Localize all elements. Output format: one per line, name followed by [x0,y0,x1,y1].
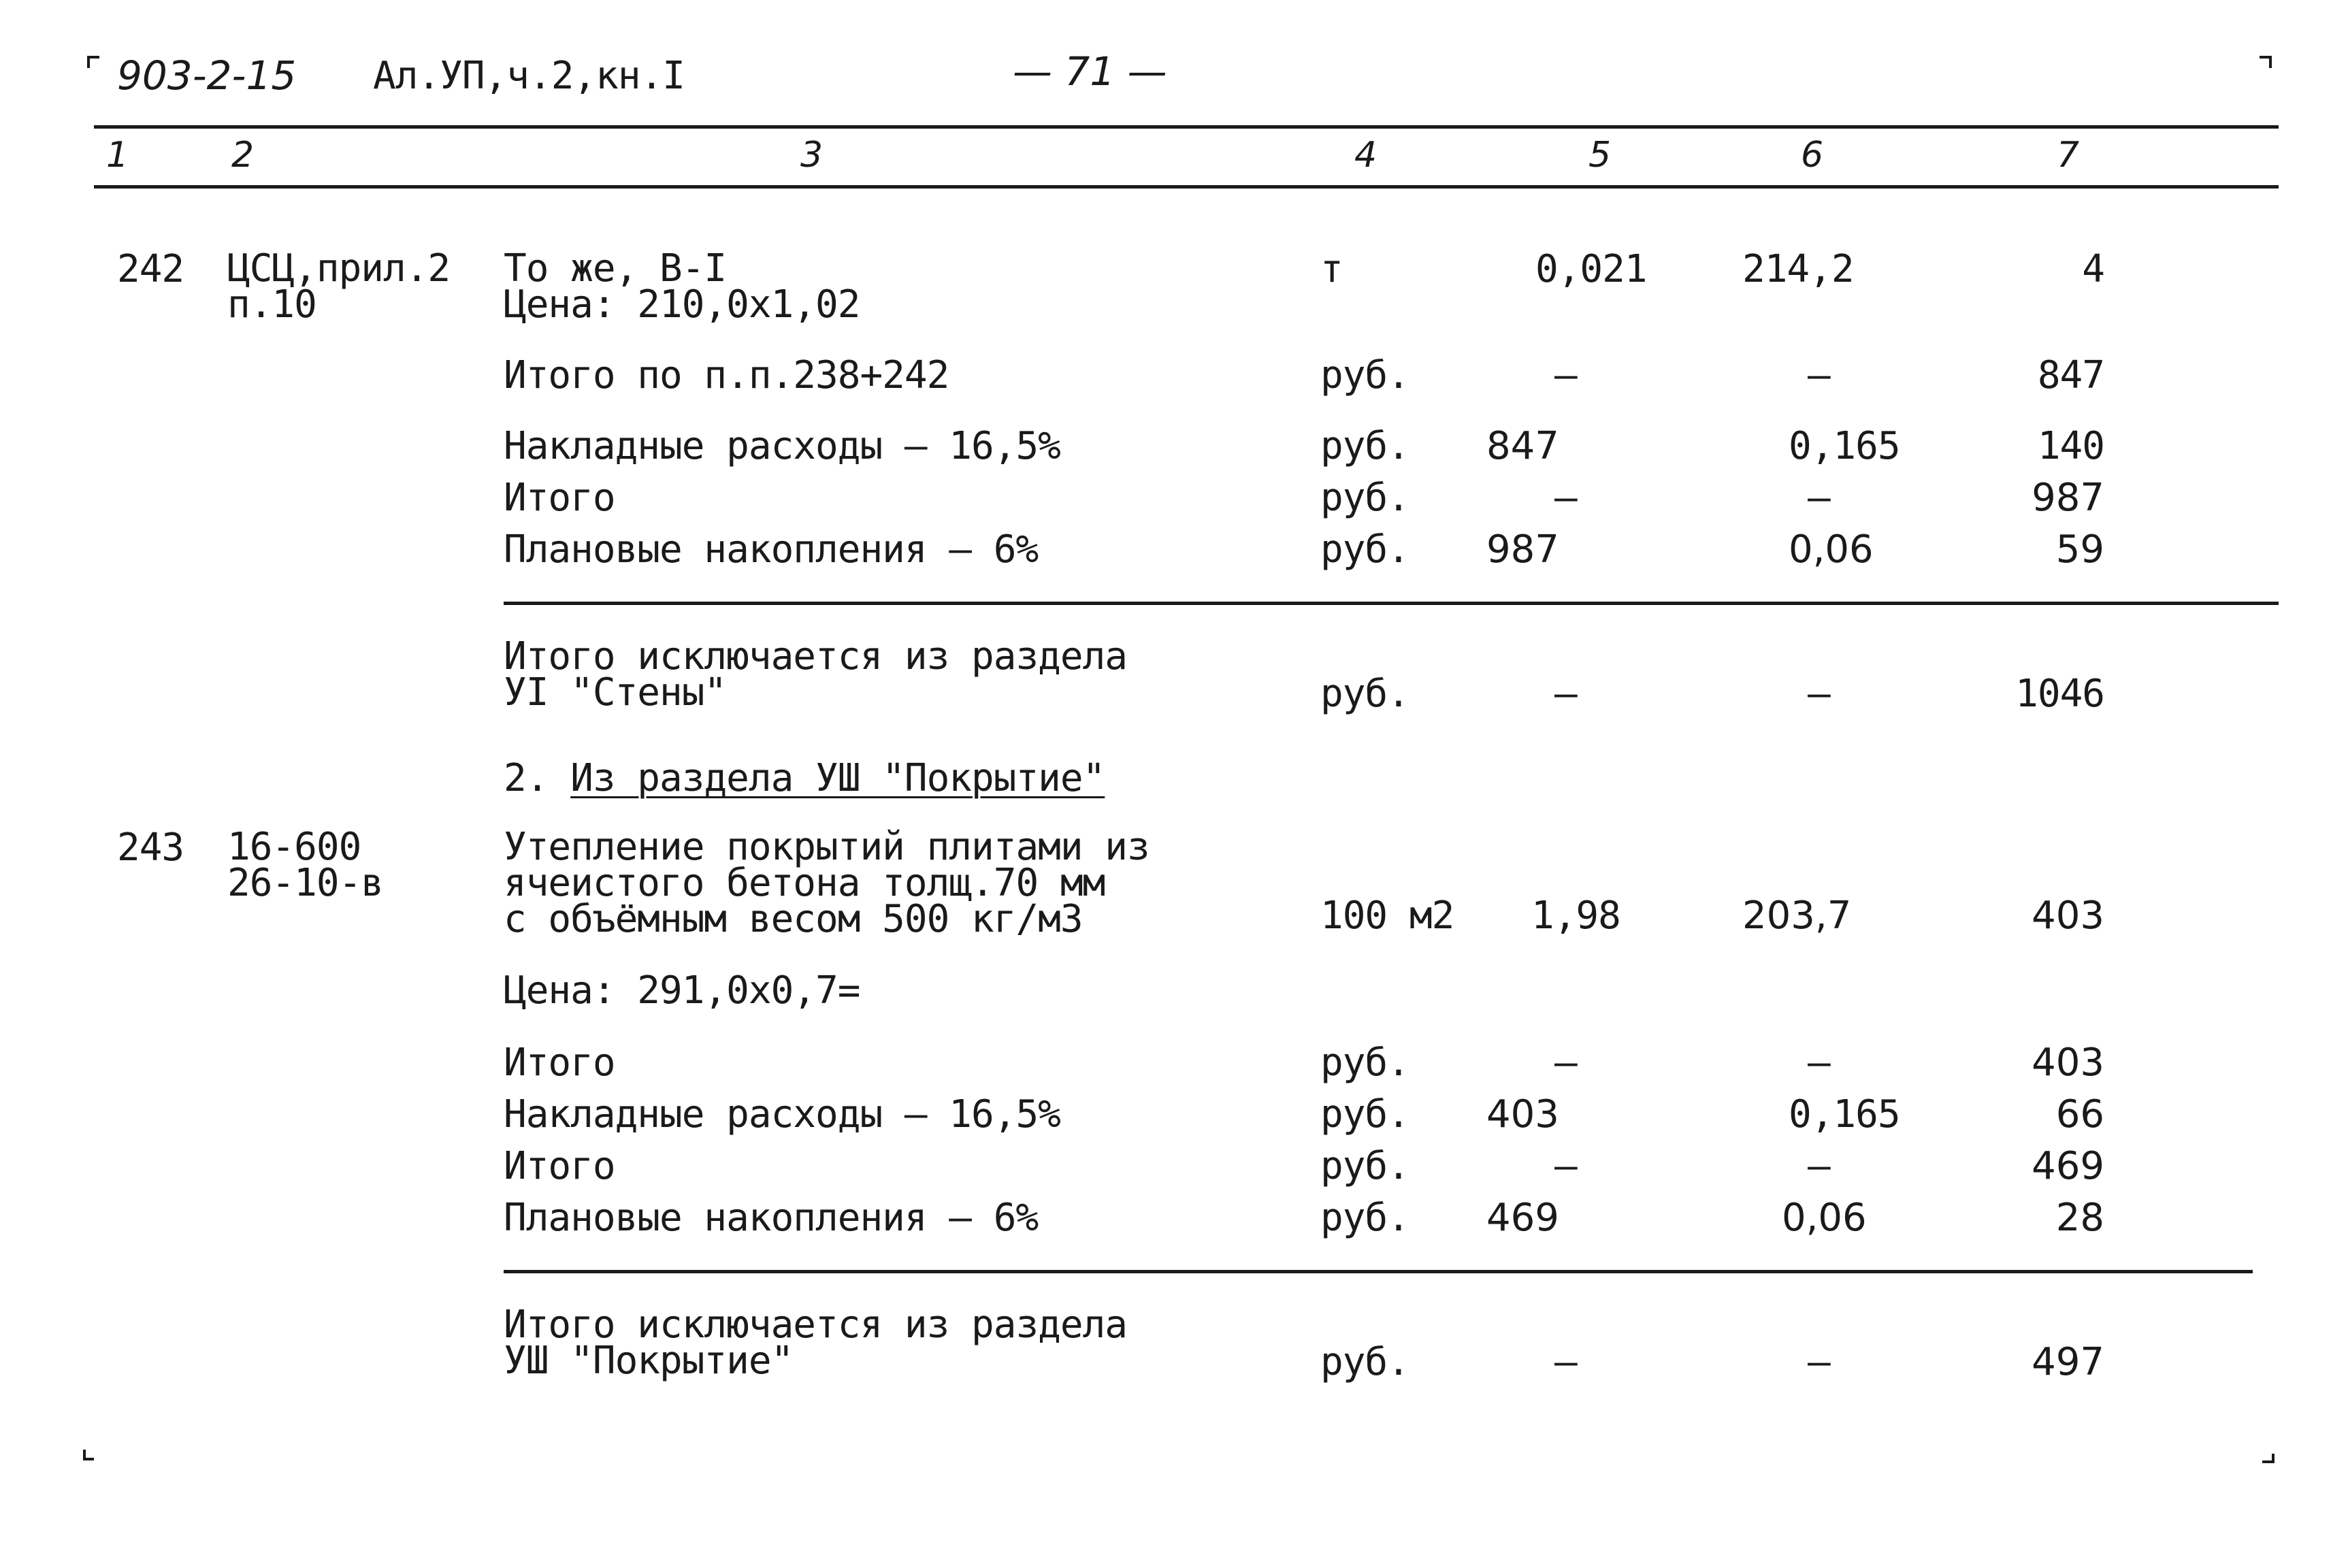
subtotal-238-242-label: Итого по п.п.238+242 [504,353,949,397]
subtotal-2-col5: – [1554,1041,1577,1085]
total-1-col7: 987 [2032,476,2104,520]
overhead-2-unit: руб. [1320,1092,1409,1137]
subtotal-238-242-col6: – [1808,353,1830,397]
total-2-col6: – [1808,1144,1830,1188]
item-242-desc-line2: Цена: 210,0х1,02 [504,282,860,327]
profit-1-label: Плановые накопления – 6% [504,527,1039,572]
profit-1-unit: руб. [1320,527,1409,572]
item-243-source [227,825,384,906]
overhead-1-col5: 847 [1486,424,1559,468]
item-243-price-note: Цена: 291,0х0,7= [504,968,860,1013]
subtotal-238-242-unit: руб. [1320,353,1409,397]
corner-mark-top-left [87,56,99,68]
item-242-unit: т [1320,247,1343,291]
profit-2-col7: 28 [2055,1196,2104,1240]
profit-1-col7: 59 [2055,527,2104,572]
subtotal-238-242-col7: 847 [2037,353,2104,397]
overhead-1-col7: 140 [2037,424,2104,468]
item-243-unit: 100 м2 [1320,894,1454,938]
column-number-3: 3 [800,135,824,176]
profit-1-col6: 0,06 [1789,527,1874,572]
item-242-quantity: 0,021 [1535,247,1647,291]
overhead-2-col7: 66 [2055,1092,2104,1137]
item-242-desc-line1: То же, В-I [504,246,727,291]
excluded-walls-line2: УI "Стены" [504,670,727,715]
item-243-desc-line2: ячеистого бетона толщ.70 мм [504,861,1105,906]
excluded-walls-col6: – [1808,672,1830,716]
album-reference: Ал.УП,ч.2,кн.I [373,54,685,98]
item-242-source-line2: п.10 [227,282,316,327]
item-242-price: 214,2 [1742,247,1854,291]
subtotal-238-242-col5: – [1554,353,1577,397]
page-number: — 71 — [1013,48,1167,95]
column-number-7: 7 [2057,135,2080,176]
table-header-rule [94,185,2279,189]
corner-mark-bottom-right [2262,1454,2275,1463]
item-242-source [227,246,451,327]
item-242-description [504,246,860,327]
excluded-walls-label [504,634,1128,715]
item-242-total: 4 [2082,247,2104,291]
total-1-col5: – [1554,476,1577,520]
subtotal-2-label: Итого [504,1041,615,1085]
column-number-1: 1 [106,135,129,176]
item-243-desc-line1: Утепление покрытий плитами из [504,825,1150,869]
excluded-walls-unit: руб. [1320,672,1409,716]
item-243-source-line1: 16-600 [227,825,361,869]
column-number-4: 4 [1354,135,1378,176]
section-2-heading [504,756,1105,800]
item-243-price: 203,7 [1742,894,1852,938]
item-243-quantity: 1,98 [1531,894,1620,938]
overhead-1-unit: руб. [1320,424,1409,468]
column-number-2: 2 [231,135,255,176]
profit-2-label: Плановые накопления – 6% [504,1196,1039,1240]
item-243-number: 243 [117,826,184,870]
section-divider-1 [504,602,2279,605]
excluded-walls-col7: 1046 [2015,672,2104,716]
item-243-total: 403 [2032,894,2104,938]
total-2-label: Итого [504,1144,615,1188]
total-1-col6: – [1808,476,1830,520]
doc-number: 903-2-15 [117,52,297,99]
section-2-title: Из раздела УШ "Покрытие" [570,756,1105,800]
section-2-prefix: 2. [504,756,549,800]
excluded-roof-col6: – [1808,1340,1830,1384]
column-number-6: 6 [1801,135,1824,176]
overhead-2-label: Накладные расходы – 16,5% [504,1092,1060,1137]
column-number-5: 5 [1588,135,1612,176]
item-242-number: 242 [117,247,184,291]
profit-2-col5: 469 [1486,1196,1559,1240]
total-1-label: Итого [504,476,615,520]
total-1-unit: руб. [1320,476,1409,520]
subtotal-2-col6: – [1808,1041,1830,1085]
overhead-2-col5: 403 [1486,1092,1559,1137]
excluded-roof-line1: Итого исключается из раздела [504,1303,1128,1347]
excluded-roof-col7: 497 [2032,1340,2104,1384]
total-2-unit: руб. [1320,1144,1409,1188]
excluded-roof-label [504,1303,1128,1384]
corner-mark-bottom-left [83,1450,94,1460]
table-top-rule [94,125,2279,129]
excluded-roof-col5: – [1554,1340,1577,1384]
item-242-source-line1: ЦСЦ,прил.2 [227,246,451,291]
section-divider-2 [504,1270,2253,1273]
corner-mark-top-right [2260,56,2272,68]
profit-2-col6: 0,06 [1782,1196,1867,1240]
subtotal-2-unit: руб. [1320,1041,1409,1085]
profit-2-unit: руб. [1320,1196,1409,1240]
excluded-walls-col5: – [1554,672,1577,716]
excluded-walls-line1: Итого исключается из раздела [504,634,1128,679]
excluded-roof-line2: УШ "Покрытие" [504,1339,794,1384]
item-243-description [504,825,1150,942]
total-2-col7: 469 [2032,1144,2104,1188]
item-243-source-line2: 26-10-в [227,861,384,906]
excluded-roof-unit: руб. [1320,1340,1409,1384]
item-243-desc-line3: с объёмным весом 500 кг/м3 [504,897,1083,942]
overhead-2-col6: 0,165 [1789,1092,1900,1137]
total-2-col5: – [1554,1144,1577,1188]
profit-1-col5: 987 [1486,527,1559,572]
subtotal-2-col7: 403 [2032,1041,2104,1085]
overhead-1-col6: 0,165 [1789,424,1900,468]
overhead-1-label: Накладные расходы – 16,5% [504,424,1060,468]
